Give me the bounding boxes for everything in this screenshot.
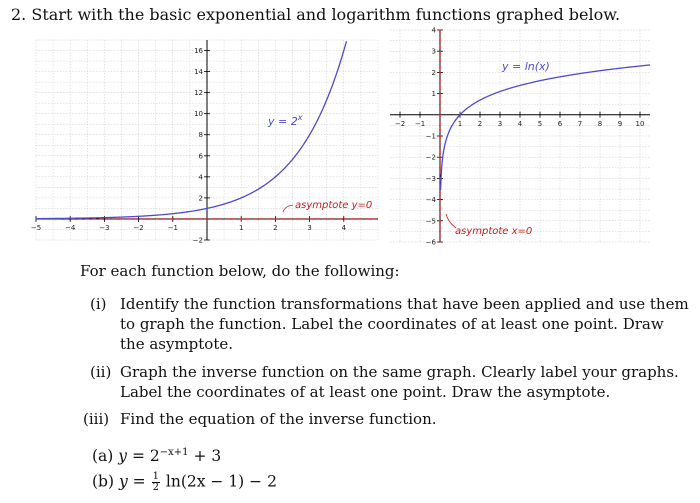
- fraction-denominator: 2: [152, 482, 159, 493]
- y-tick-label: 1: [431, 90, 436, 99]
- y-tick-label: 14: [194, 68, 203, 77]
- x-tick-label: 1: [238, 223, 244, 232]
- instruction-text: Graph the inverse function on the same graph. Clearly label your graphs. Label the coordinates of at least one point. Draw the asymptote.: [120, 363, 679, 401]
- function-a: (a) $y = 2^{-x+1} + 3$: [92, 447, 222, 466]
- y-tick-label: 12: [194, 89, 203, 98]
- fraction-numerator: 1: [152, 471, 159, 482]
- y-tick-label: −6: [425, 238, 436, 247]
- function-base: 2: [149, 447, 160, 466]
- x-tick-label: 9: [617, 119, 623, 128]
- x-tick-label: −1: [414, 119, 426, 128]
- instructions-intro: For each function below, do the following:: [80, 262, 400, 280]
- x-tick-label: −2: [133, 223, 144, 232]
- y-tick-label: −5: [425, 217, 436, 226]
- x-tick-label: 10: [635, 119, 645, 128]
- x-tick-label: 6: [557, 119, 563, 128]
- y-tick-label: 6: [198, 152, 203, 161]
- x-tick-label: −3: [99, 223, 110, 232]
- function-lhs: y: [118, 447, 128, 466]
- logarithm-chart: [390, 27, 650, 247]
- asymptote-label: asymptote x=0: [455, 226, 533, 237]
- function-exponent: −x+1: [159, 447, 189, 458]
- y-tick-label: 8: [198, 131, 203, 140]
- x-tick-label: −2: [394, 119, 406, 128]
- question-number: 2.: [11, 5, 27, 24]
- y-tick-label: 2: [198, 194, 203, 203]
- function-tail: ln(2x − 1) − 2: [165, 472, 277, 491]
- x-tick-label: 8: [597, 119, 603, 128]
- x-tick-label: 4: [517, 119, 523, 128]
- x-tick-label: −5: [30, 223, 42, 232]
- curve-label: y = ln(x): [502, 60, 550, 73]
- y-tick-label: 2: [431, 68, 436, 77]
- x-tick-label: −1: [167, 223, 178, 232]
- y-tick-label: −3: [425, 174, 436, 183]
- function-label: (a): [92, 447, 114, 466]
- asymptote-label: asymptote y=0: [295, 200, 373, 211]
- instruction-label: (iii): [83, 410, 110, 428]
- x-tick-label: 1: [457, 119, 463, 128]
- instruction-label: (i): [90, 295, 107, 313]
- x-tick-label: 5: [537, 119, 543, 128]
- y-tick-label: −2: [192, 236, 203, 245]
- function-tail: + 3: [188, 447, 222, 466]
- y-tick-label: −1: [425, 132, 436, 141]
- x-tick-label: 7: [577, 119, 583, 128]
- question-prompt: Start with the basic exponential and logarithm functions graphed below.: [31, 5, 621, 24]
- y-tick-label: −2: [425, 153, 436, 162]
- function-lhs: y: [118, 472, 128, 491]
- x-tick-label: 3: [497, 119, 503, 128]
- function-b: (b) y = $\frac{1}{2}$ ln(2x − 1) − 2: [92, 471, 277, 493]
- y-tick-label: −4: [425, 196, 436, 205]
- x-tick-label: 2: [477, 119, 483, 128]
- y-tick-label: 4: [431, 26, 436, 35]
- exponential-chart: [31, 40, 378, 245]
- y-tick-label: 16: [194, 47, 203, 56]
- y-tick-label: 10: [194, 110, 203, 119]
- function-curve: [36, 41, 346, 218]
- x-tick-label: 4: [341, 223, 347, 232]
- x-tick-label: −4: [65, 223, 76, 232]
- curve-label-base: y = 2: [268, 115, 298, 128]
- curve-label-exponent: x: [297, 113, 303, 122]
- instruction-text: Identify the function transformations that have been applied and use them to graph the function. Label the coordinates of at least one point. Draw the asymptote.: [120, 295, 689, 353]
- instruction-text: Find the equation of the inverse function.: [120, 410, 437, 428]
- fraction: [152, 472, 160, 493]
- y-tick-label: 4: [198, 173, 203, 182]
- x-tick-label: 3: [307, 223, 312, 232]
- curve-label: [267, 113, 303, 128]
- y-tick-label: 3: [431, 47, 436, 56]
- function-label: (b): [92, 472, 115, 491]
- instruction-label: (ii): [90, 363, 112, 381]
- x-tick-label: 2: [273, 223, 278, 232]
